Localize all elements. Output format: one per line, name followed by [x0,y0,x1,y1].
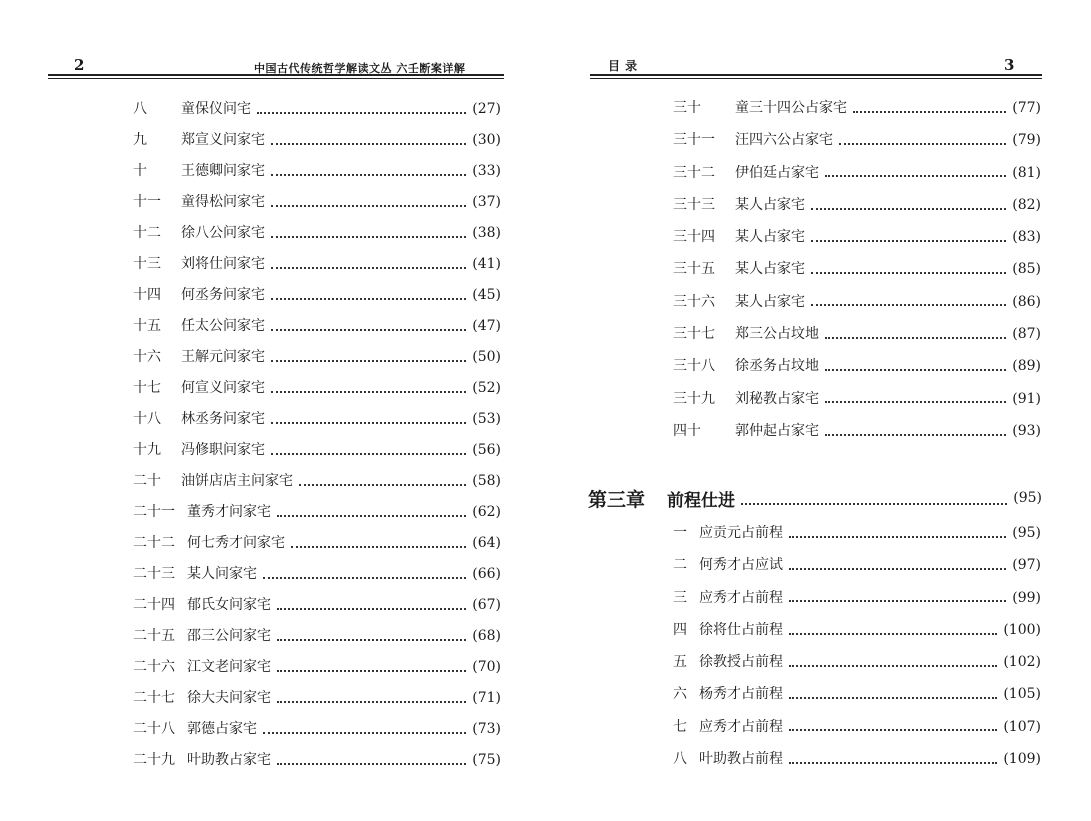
entry-page: (56) [472,442,501,458]
dot-leader [277,669,466,672]
dot-leader [271,173,466,176]
entry-title: 童三十四公占家宅 [735,100,847,116]
toc-list [673,92,1041,447]
toc-entry [133,683,501,714]
dot-leader [277,514,466,517]
dot-leader [789,761,997,764]
entry-number: 十八 [133,411,161,427]
entry-title: 王德卿问家宅 [181,163,265,179]
toc-entry [673,92,1041,124]
entry-page: (82) [1012,196,1041,213]
header-rule [590,74,1042,79]
entry-page: (99) [1012,589,1041,606]
chapter-label: 第三章 [588,488,646,511]
entry-number: 三十七 [673,326,715,343]
entry-number: 三十四 [673,229,715,246]
dot-leader [811,207,1006,210]
dot-leader [271,204,466,207]
dot-leader [825,368,1006,371]
entry-number: 十九 [133,442,161,458]
entry-number: 二十二 [133,535,175,551]
chapter-title: 前程仕进 [667,490,736,511]
dot-leader [811,271,1006,274]
entry-title: 叶助教占前程 [699,751,783,768]
dot-leader [257,111,466,114]
toc-entry [673,286,1041,318]
entry-page: (64) [472,535,501,551]
dot-leader [271,266,466,269]
entry-number: 三 [673,589,687,606]
toc-entry [673,221,1041,253]
entry-page: (91) [1012,390,1041,407]
entry-page: (102) [1003,654,1041,671]
entry-title: 徐八公问家宅 [181,225,265,241]
entry-title: 邵三公问家宅 [187,628,271,644]
entry-number: 五 [673,654,687,671]
entry-number: 十七 [133,380,161,396]
toc-entry [673,124,1041,156]
toc-entry [673,157,1041,189]
entry-number: 三十二 [673,164,715,181]
entry-number: 十六 [133,349,161,365]
toc-entry [673,614,1041,646]
dot-leader [271,235,466,238]
entry-title: 郭德占家宅 [187,721,257,737]
entry-number: 四十 [673,422,701,439]
entry-title: 某人占家宅 [735,196,805,213]
entry-page: (95) [1012,525,1041,541]
entry-title: 郁氏女问家宅 [187,597,271,613]
entry-number: 七 [673,718,687,735]
entry-page: (83) [1012,229,1041,246]
entry-page: (97) [1012,557,1041,574]
toc-entry [673,582,1041,614]
entry-number: 二十三 [133,566,175,582]
entry-number: 八 [673,751,687,768]
toc-entry [673,678,1041,710]
toc-entry [673,743,1041,775]
entry-title: 油饼店店主问家宅 [181,473,293,489]
entry-number: 十二 [133,225,161,241]
entry-number: 十四 [133,287,161,303]
toc-entry [133,497,501,528]
entry-number: 二十七 [133,690,175,706]
toc-entry [133,745,501,776]
dot-leader [853,110,1006,113]
dot-leader [299,483,466,486]
entry-title: 某人占家宅 [735,229,805,246]
entry-title: 徐丞务占坟地 [735,358,819,375]
running-title: 目 录 [608,59,638,73]
entry-title: 董秀才问家宅 [187,504,271,520]
entry-title: 应贡元占前程 [699,525,783,541]
entry-page: (71) [472,690,501,706]
entry-page: (86) [1012,293,1041,310]
entry-number: 六 [673,686,687,703]
dot-leader [277,762,466,765]
toc-entry [133,528,501,559]
entry-page: (93) [1012,422,1041,439]
toc-entry [133,559,501,590]
entry-page: (79) [1012,132,1041,149]
toc-entry [673,383,1041,415]
dot-leader [789,535,1006,538]
entry-number: 十五 [133,318,161,334]
entry-title: 童得松问家宅 [181,194,265,210]
toc-entry [673,415,1041,447]
entry-number: 三十九 [673,390,715,407]
toc-entry [673,711,1041,743]
dot-leader [789,664,997,667]
entry-title: 杨秀才占前程 [699,686,783,703]
entry-number: 二十九 [133,752,175,768]
entry-number: 三十八 [673,358,715,375]
entry-title: 某人占家宅 [735,261,805,278]
dot-leader [291,545,466,548]
dot-leader [789,599,1006,602]
entry-page: (27) [472,101,501,117]
entry-page: (85) [1012,261,1041,278]
dot-leader [811,239,1006,242]
entry-page: (53) [472,411,501,427]
toc-entry [673,318,1041,350]
dot-leader [789,632,997,635]
running-title: 中国古代传统哲学解读文丛 六壬断案详解 [254,62,466,75]
entry-number: 三十 [673,100,701,116]
toc-entry [133,311,501,342]
toc-entry [133,652,501,683]
entry-page: (37) [472,194,501,210]
toc-list [133,94,501,776]
toc-entry [133,187,501,218]
entry-number: 三十五 [673,261,715,278]
entry-page: (45) [472,287,501,303]
entry-number: 八 [133,101,147,117]
entry-page: (100) [1003,621,1041,638]
entry-title: 任太公问家宅 [181,318,265,334]
entry-page: (67) [472,597,501,613]
dot-leader [825,174,1006,177]
entry-number: 九 [133,132,147,148]
dot-leader [271,359,466,362]
entry-title: 汪四六公占家宅 [735,132,833,149]
dot-leader [263,576,466,579]
entry-title: 江文老问家宅 [187,659,271,675]
dot-leader [825,400,1006,403]
dot-leader [741,502,1007,505]
entry-page: (70) [472,659,501,675]
entry-page: (105) [1003,686,1041,703]
entry-title: 冯修职问家宅 [181,442,265,458]
entry-page: (109) [1003,751,1041,768]
entry-page: (81) [1012,164,1041,181]
entry-title: 何秀才占应试 [699,557,783,574]
entry-page: (30) [472,132,501,148]
toc-entry [673,517,1041,549]
entry-page: (107) [1003,718,1041,735]
toc-entry [673,549,1041,581]
entry-title: 伊伯廷占家宅 [735,164,819,181]
dot-leader [825,433,1006,436]
toc-entry [133,156,501,187]
entry-title: 应秀才占前程 [699,718,783,735]
entry-page: (41) [472,256,501,272]
left-page [0,0,545,821]
dot-leader [271,452,466,455]
dot-leader [825,336,1006,339]
dot-leader [277,607,466,610]
toc-entry [133,218,501,249]
entry-page: (87) [1012,326,1041,343]
entry-page: (62) [472,504,501,520]
toc-entry [673,350,1041,382]
entry-page: (68) [472,628,501,644]
entry-title: 叶助教占家宅 [187,752,271,768]
entry-title: 郑三公占坟地 [735,326,819,343]
entry-title: 徐教授占前程 [699,654,783,671]
entry-number: 二十四 [133,597,175,613]
toc-entry [133,373,501,404]
dot-leader [789,728,997,731]
entry-title: 郑宣义问家宅 [181,132,265,148]
page-number: 2 [74,56,85,74]
toc-entry [673,253,1041,285]
toc-entry [133,404,501,435]
entry-page: (66) [472,566,501,582]
dot-leader [277,638,466,641]
dot-leader [277,700,466,703]
entry-title: 王解元问家宅 [181,349,265,365]
entry-title: 郭仲起占家宅 [735,422,819,439]
dot-leader [271,297,466,300]
entry-page: (75) [472,752,501,768]
dot-leader [839,142,1006,145]
entry-number: 四 [673,621,687,638]
right-page [546,0,1091,821]
entry-number: 十一 [133,194,161,210]
entry-page: (73) [472,721,501,737]
dot-leader [789,696,997,699]
entry-title: 应秀才占前程 [699,589,783,606]
entry-number: 二十 [133,473,161,489]
entry-title: 某人占家宅 [735,293,805,310]
entry-title: 刘将仕问家宅 [181,256,265,272]
entry-page: (89) [1012,358,1041,375]
header-rule [48,74,504,79]
entry-page: (50) [472,349,501,365]
chapter-toc-list [673,517,1041,775]
dot-leader [271,390,466,393]
entry-number: 一 [673,525,687,541]
entry-number: 二 [673,557,687,574]
entry-number: 三十六 [673,293,715,310]
entry-number: 二十一 [133,504,175,520]
toc-entry [133,249,501,280]
entry-title: 刘秘教占家宅 [735,390,819,407]
toc-entry [133,125,501,156]
entry-number: 三十一 [673,132,715,149]
entry-title: 徐大夫问家宅 [187,690,271,706]
entry-number: 十 [133,163,147,179]
entry-number: 二十六 [133,659,175,675]
chapter-page: (95) [1013,490,1042,506]
entry-page: (47) [472,318,501,334]
chapter-heading [588,480,1042,516]
entry-page: (77) [1012,100,1041,116]
entry-title: 徐将仕占前程 [699,621,783,638]
entry-number: 十三 [133,256,161,272]
entry-number: 二十五 [133,628,175,644]
toc-entry [133,94,501,125]
entry-number: 三十三 [673,196,715,213]
entry-page: (52) [472,380,501,396]
entry-title: 何丞务问家宅 [181,287,265,303]
entry-title: 童保仪问宅 [181,101,251,117]
toc-entry [133,280,501,311]
entry-title: 何宣义问家宅 [181,380,265,396]
toc-entry [673,189,1041,221]
entry-page: (58) [472,473,501,489]
toc-entry [133,621,501,652]
toc-entry [133,435,501,466]
entry-page: (38) [472,225,501,241]
toc-entry [133,342,501,373]
dot-leader [271,142,466,145]
entry-title: 林丞务问家宅 [181,411,265,427]
dot-leader [271,421,466,424]
dot-leader [811,303,1006,306]
toc-entry [133,466,501,497]
page-number: 3 [1004,56,1015,74]
entry-title: 何七秀才问家宅 [187,535,285,551]
toc-entry [673,646,1041,678]
toc-entry [133,590,501,621]
entry-page: (33) [472,163,501,179]
entry-number: 二十八 [133,721,175,737]
dot-leader [789,567,1006,570]
dot-leader [271,328,466,331]
entry-title: 某人问家宅 [187,566,257,582]
toc-entry [133,714,501,745]
dot-leader [263,731,466,734]
